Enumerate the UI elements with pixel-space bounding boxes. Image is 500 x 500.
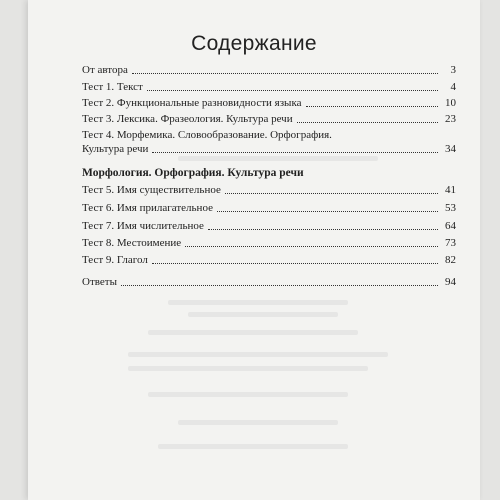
toc-entry-test-9 — [82, 254, 456, 267]
show-through-mark — [148, 392, 348, 397]
toc-page-number: 34 — [445, 143, 456, 155]
dot-leader — [132, 72, 438, 74]
toc-entry-test-3 — [82, 113, 456, 126]
toc-entry-test-2 — [82, 97, 456, 110]
show-through-mark — [148, 330, 358, 335]
toc-page-number: 64 — [445, 220, 456, 232]
toc-entry-test-6 — [82, 202, 456, 215]
toc-entry-test-7 — [82, 220, 456, 233]
show-through-mark — [158, 444, 348, 449]
dot-leader — [208, 228, 438, 230]
show-through-mark — [128, 352, 388, 357]
dot-leader — [147, 89, 438, 91]
toc-entry-foreword — [82, 64, 456, 77]
page-title: Содержание — [191, 32, 317, 55]
dot-leader — [225, 192, 438, 194]
toc-entry-label: Тест 1. Текст — [82, 81, 143, 93]
toc-page-number: 10 — [445, 97, 456, 109]
dot-leader — [306, 105, 438, 107]
toc-entry-label: Культура речи — [82, 143, 149, 155]
toc-page-number: 53 — [445, 202, 456, 214]
toc-entry-label: Тест 9. Глагол — [82, 254, 148, 266]
dot-leader — [152, 151, 438, 153]
toc-page-number: 94 — [445, 276, 456, 288]
toc-entry-label: Тест 6. Имя прилагательное — [82, 202, 213, 214]
toc-page-number: 41 — [445, 184, 456, 196]
toc-entry-label: Тест 7. Имя числительное — [82, 220, 204, 232]
dot-leader — [297, 121, 438, 123]
toc-entry-test-5 — [82, 184, 456, 197]
toc-entry-label: Тест 5. Имя существительное — [82, 184, 221, 196]
dot-leader — [185, 245, 438, 247]
show-through-mark — [168, 300, 348, 305]
show-through-mark — [128, 366, 368, 371]
toc-entry-label: Тест 2. Функциональные разновидности языка — [82, 97, 302, 109]
toc-entry-label: Тест 3. Лексика. Фразеология. Культура речи — [82, 113, 293, 125]
toc-page-number: 3 — [450, 64, 456, 76]
show-through-mark — [188, 312, 338, 317]
show-through-mark — [178, 156, 378, 161]
toc-entry-label: Ответы — [82, 276, 117, 288]
toc-entry-answers — [82, 276, 456, 289]
dot-leader — [152, 262, 438, 264]
toc-entry-test-4-line1: Тест 4. Морфемика. Словообразование. Орфография. — [82, 129, 332, 141]
book-page — [28, 0, 480, 500]
toc-entry-label: Тест 8. Местоимение — [82, 237, 182, 249]
section-heading: Морфология. Орфография. Культура речи — [82, 167, 304, 179]
toc-entry-label: От автора — [82, 64, 128, 76]
toc-entry-test-4 — [82, 143, 456, 156]
toc-page-number: 73 — [445, 237, 456, 249]
toc-entry-test-8 — [82, 237, 456, 250]
show-through-mark — [178, 420, 338, 425]
toc-entry-test-1 — [82, 81, 456, 94]
toc-page-number: 4 — [450, 81, 456, 93]
dot-leader — [121, 284, 438, 286]
toc-page-number: 23 — [445, 113, 456, 125]
toc-page-number: 82 — [445, 254, 456, 266]
dot-leader — [217, 210, 438, 212]
